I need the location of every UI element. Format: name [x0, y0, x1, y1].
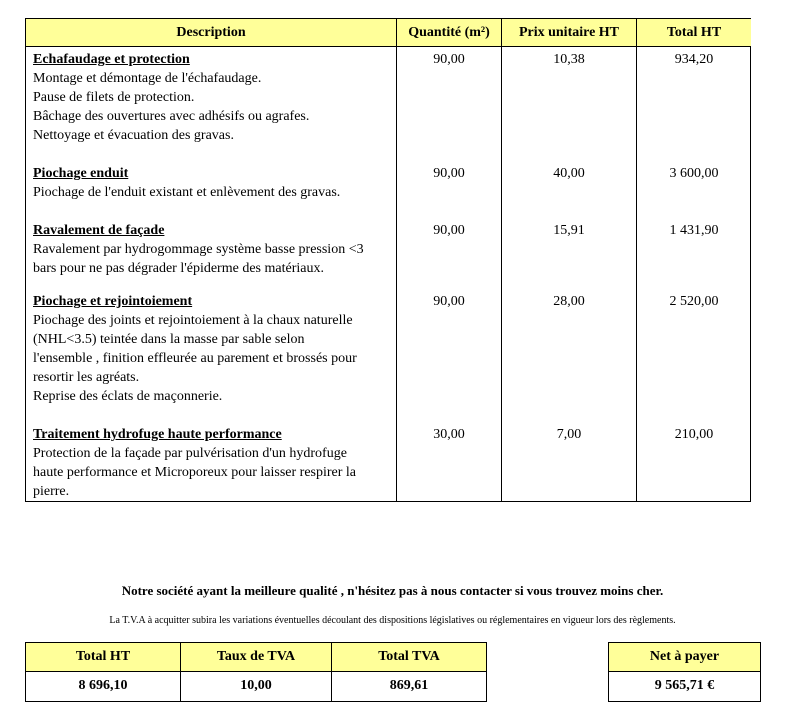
- item-quantity: 90,00: [433, 166, 465, 181]
- item-total: 934,20: [674, 52, 714, 67]
- item-title: Piochage et rejointoiement: [33, 294, 193, 309]
- item-quantity: 90,00: [433, 223, 465, 238]
- item-title: Piochage enduit: [33, 166, 129, 181]
- total-ht-value: 8 696,10: [78, 678, 128, 693]
- total-ht-label: Total HT: [26, 643, 180, 672]
- item-description: [33, 69, 395, 145]
- header-quantity: Quantité (m²): [397, 19, 501, 47]
- item-total: 3 600,00: [669, 166, 719, 181]
- item-quantity: 90,00: [433, 52, 465, 67]
- item-line: Reprise des éclats de maçonnerie.: [33, 389, 223, 404]
- item-line: pierre.: [33, 484, 70, 499]
- header-description: Description: [26, 19, 396, 47]
- item-line: Piochage des joints et rejointoiement à la chaux naturelle: [33, 313, 353, 328]
- item-total: 1 431,90: [669, 223, 719, 238]
- item-description: [33, 183, 395, 202]
- total-tva-value: 869,61: [389, 678, 429, 693]
- net-label: Net à payer: [609, 643, 760, 672]
- header-unit-price: Prix unitaire HT: [502, 19, 636, 47]
- tva-rate-label: Taux de TVA: [181, 643, 331, 672]
- item-unit-price: 10,38: [553, 52, 585, 67]
- item-line: Montage et démontage de l'échafaudage.: [33, 71, 262, 86]
- item-unit-price: 7,00: [556, 427, 582, 442]
- net-value: 9 565,71 €: [654, 678, 715, 693]
- item-unit-price: 28,00: [553, 294, 585, 309]
- item-quantity: 30,00: [433, 427, 465, 442]
- item-total: 2 520,00: [669, 294, 719, 309]
- totals-table: [25, 642, 487, 702]
- item-line: Piochage de l'enduit existant et enlèvement des gravas.: [33, 185, 341, 200]
- item-description: [33, 240, 395, 278]
- item-description: [33, 444, 395, 501]
- item-line: Protection de la façade par pulvérisation d'un hydrofuge: [33, 446, 347, 461]
- quality-note: Notre société ayant la meilleure qualité , n'hésitez pas à nous contacter si vous trouvez moins cher.: [121, 583, 664, 598]
- item-unit-price: 15,91: [553, 223, 585, 238]
- quote-table: [25, 18, 751, 502]
- item-line: (NHL<3.5) teintée dans la masse par sable selon: [33, 332, 305, 347]
- item-line: l'ensemble , finition effleurée au parement et brossés pour: [33, 351, 357, 366]
- item-line: Pause de filets de protection.: [33, 90, 195, 105]
- item-line: Nettoyage et évacuation des gravas.: [33, 128, 234, 143]
- item-title: Echafaudage et protection: [33, 52, 190, 67]
- item-title: Traitement hydrofuge haute performance: [33, 427, 282, 442]
- item-line: bars pour ne pas dégrader l'épiderme des matériaux.: [33, 261, 324, 276]
- item-unit-price: 40,00: [553, 166, 585, 181]
- item-line: resortir les agréats.: [33, 370, 140, 385]
- total-tva-label: Total TVA: [332, 643, 486, 672]
- item-line: Bâchage des ouvertures avec adhésifs ou agrafes.: [33, 109, 310, 124]
- item-total: 210,00: [674, 427, 714, 442]
- item-quantity: 90,00: [433, 294, 465, 309]
- tva-note: La T.V.A à acquitter subira les variations éventuelles découlant des dispositions législatives ou réglementaires en vigueur lors des règlements.: [109, 615, 676, 626]
- item-description: [33, 311, 395, 406]
- tva-rate-value: 10,00: [240, 678, 272, 693]
- net-to-pay-box: [608, 642, 761, 702]
- header-total: Total HT: [637, 19, 751, 47]
- item-line: haute performance et Microporeux pour laisser respirer la: [33, 465, 357, 480]
- item-title: Ravalement de façade: [33, 223, 165, 238]
- item-line: Ravalement par hydrogommage système basse pression <3: [33, 242, 364, 257]
